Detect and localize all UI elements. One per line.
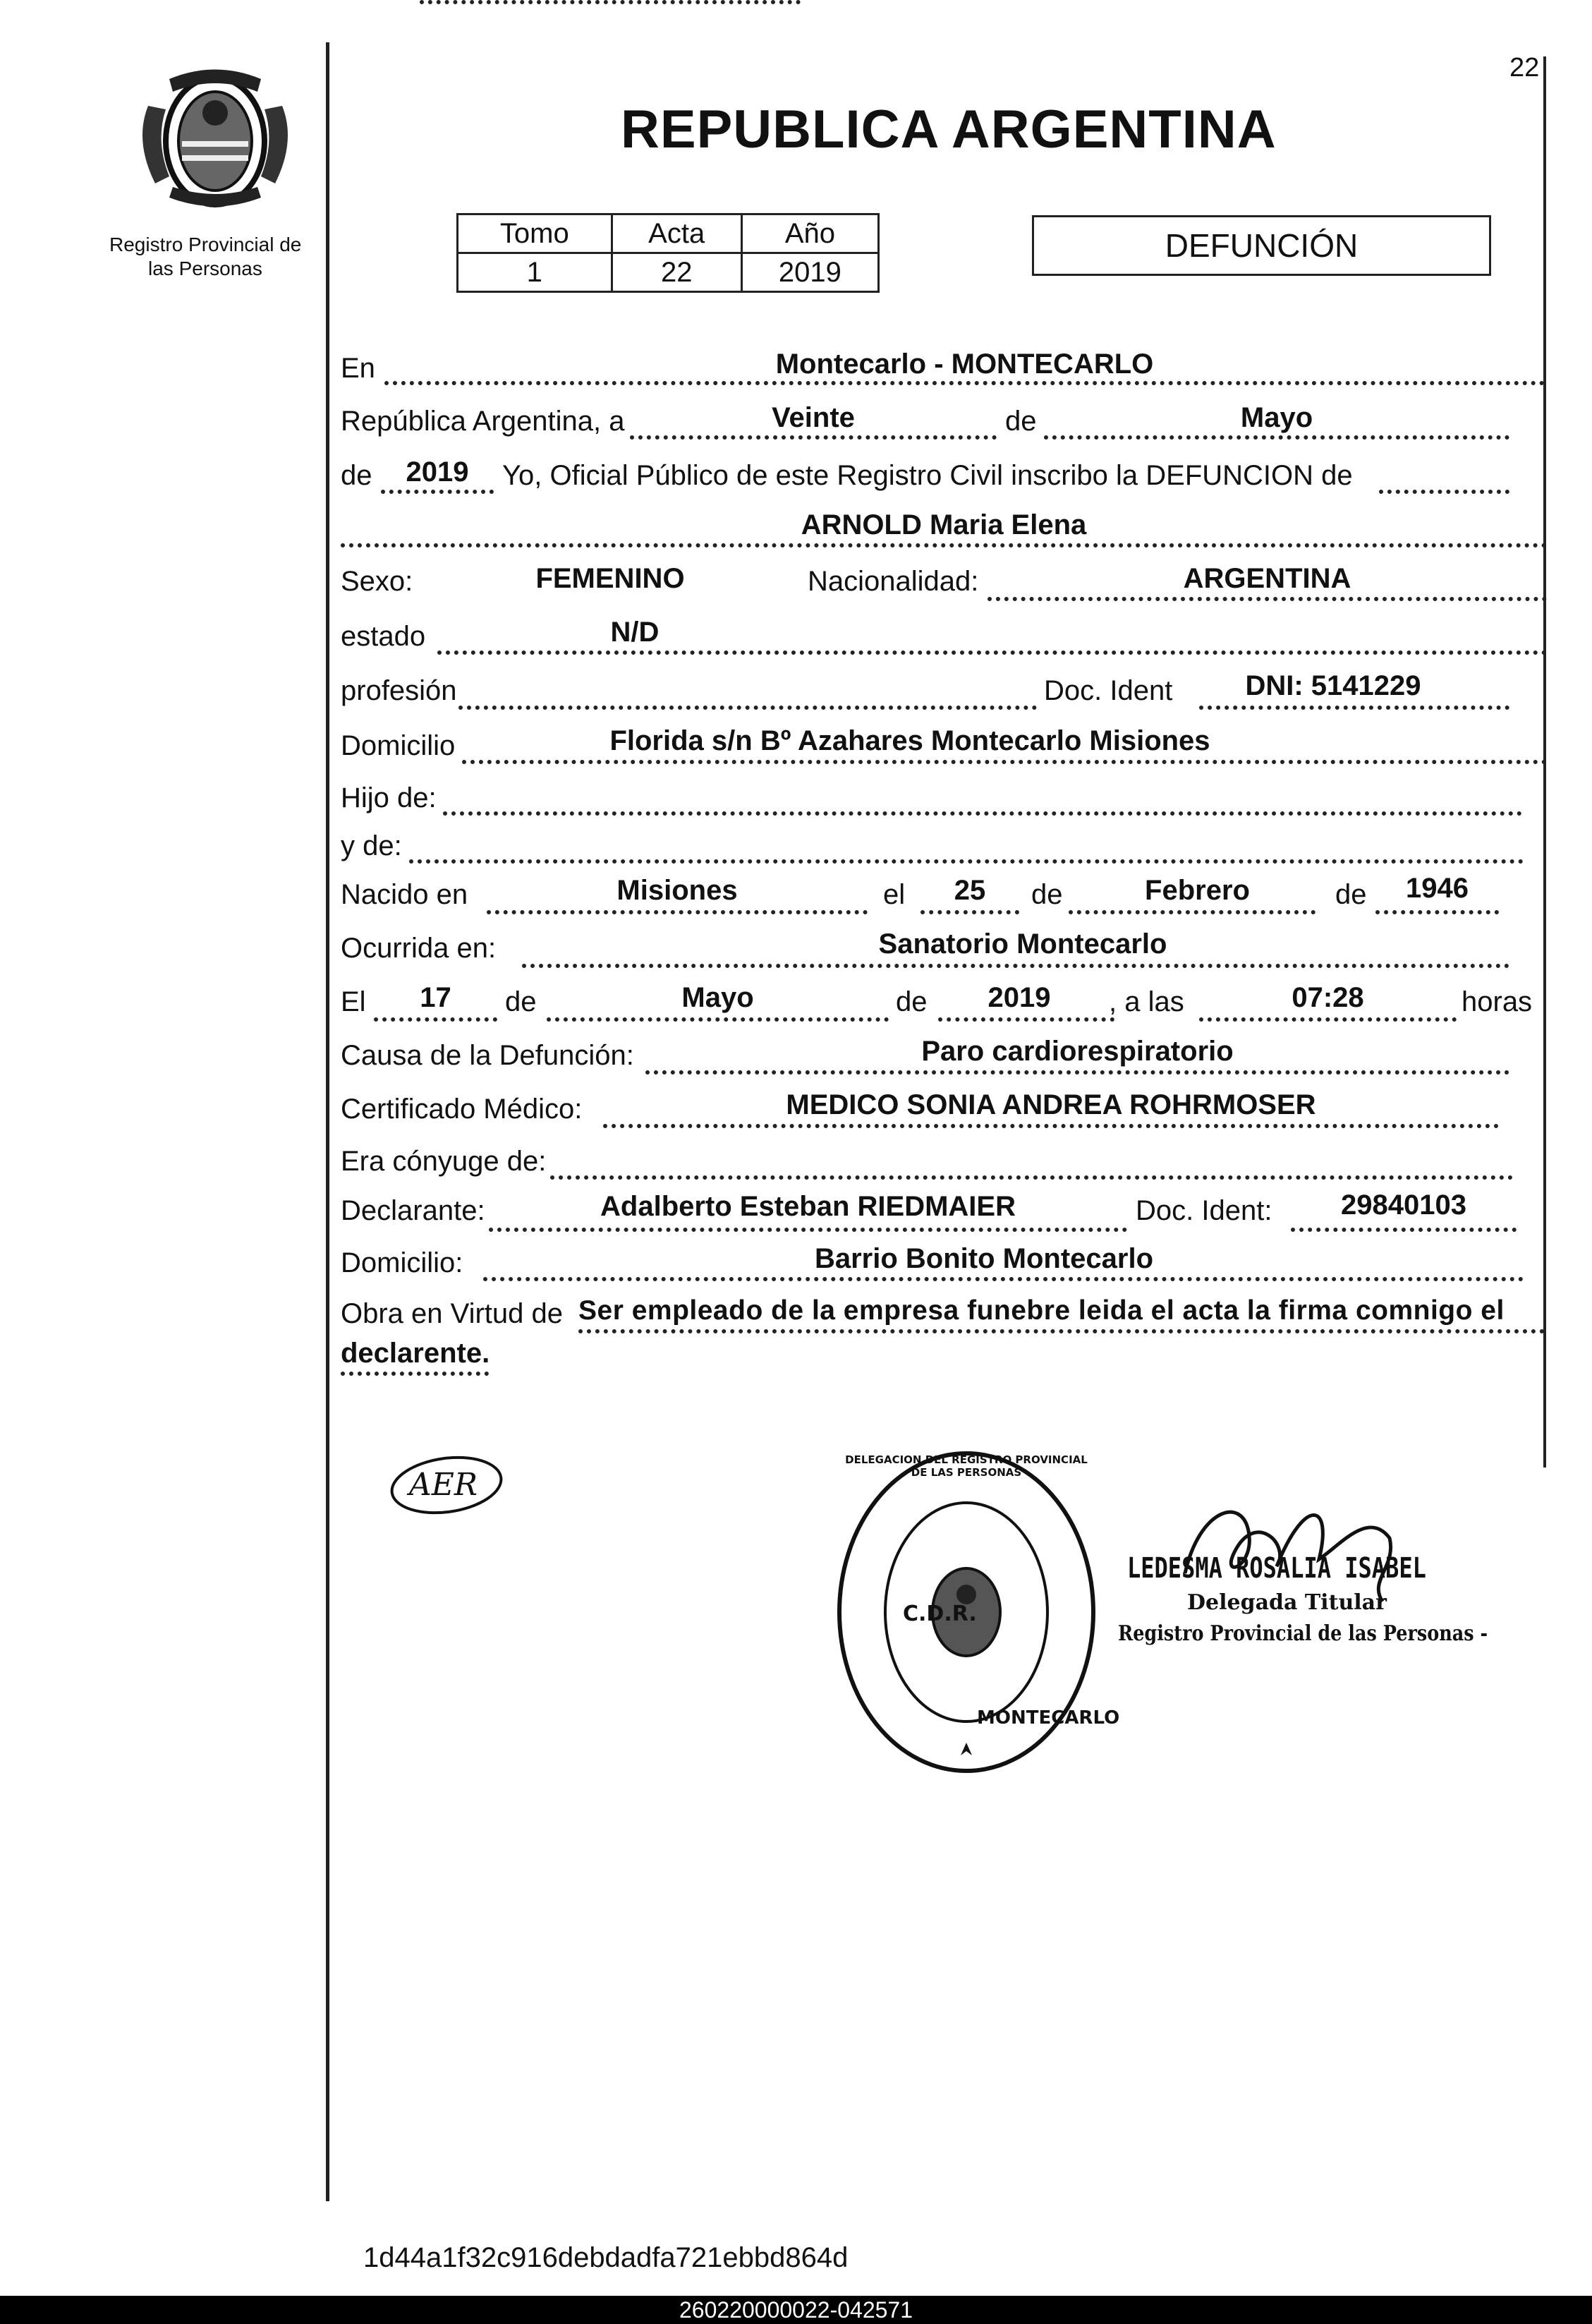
value-fallec-mes: Mayo xyxy=(681,982,754,1013)
label-horas: horas xyxy=(1462,986,1533,1017)
record-type-box xyxy=(1032,215,1491,276)
label-de-fallec-mes: de xyxy=(505,986,537,1017)
label-declarante: Declarante: xyxy=(341,1195,485,1226)
value-fallec-anio: 2019 xyxy=(988,982,1051,1013)
label-doc-ident: Doc. Ident xyxy=(1044,675,1173,706)
margin-line-left xyxy=(326,42,329,2201)
value-fallec-dia: 17 xyxy=(420,982,451,1013)
line-anio xyxy=(381,490,494,494)
line-sexo xyxy=(420,0,801,4)
label-nacionalidad: Nacionalidad: xyxy=(808,566,979,597)
line-fallec-anio xyxy=(938,1017,1114,1022)
value-dni: DNI: 5141229 xyxy=(1245,670,1421,701)
line-dni xyxy=(1199,706,1509,710)
value-anio: 2019 xyxy=(741,253,878,292)
label-conyuge: Era cónyuge de: xyxy=(341,1146,547,1177)
line-nacionalidad xyxy=(988,597,1547,601)
label-El: El xyxy=(341,986,366,1017)
line-hijo-de xyxy=(443,811,1522,816)
value-mes: Mayo xyxy=(1240,402,1313,433)
line-nombre xyxy=(341,543,1547,547)
value-declarante-doc: 29840103 xyxy=(1341,1190,1466,1221)
label-hijo-de: Hijo de: xyxy=(341,782,437,813)
label-y-de: y de: xyxy=(341,830,402,861)
value-lugar: Montecarlo - MONTECARLO xyxy=(775,349,1154,380)
signature-scribble xyxy=(1157,1467,1453,1609)
barcode-number: 260220000022-042571 xyxy=(679,2297,913,2323)
official-stamp xyxy=(832,1446,1120,1778)
label-domicilio2: Domicilio: xyxy=(341,1247,463,1278)
value-ocurrida-en: Sanatorio Montecarlo xyxy=(878,928,1167,960)
line-nacido-en xyxy=(487,910,868,914)
value-nacido-anio: 1946 xyxy=(1406,873,1469,904)
value-estado: N/D xyxy=(610,617,660,648)
label-el: el xyxy=(883,879,906,910)
value-anio: 2019 xyxy=(406,456,469,488)
value-domicilio: Florida s/n Bº Azahares Montecarlo Misiones xyxy=(609,725,1210,756)
page-title: REPUBLICA ARGENTINA xyxy=(621,99,1277,159)
label-profesion: profesión xyxy=(341,675,457,706)
line-declarante-doc xyxy=(1291,1228,1517,1232)
initials-mark xyxy=(387,1450,506,1520)
value-certificado: MEDICO SONIA ANDREA ROHRMOSER xyxy=(786,1089,1316,1120)
label-causa: Causa de la Defunción: xyxy=(341,1040,634,1071)
value-declarante: Adalberto Esteban RIEDMAIER xyxy=(600,1191,1016,1222)
line-ocurrida-en xyxy=(522,964,1509,968)
value-nacido-dia: 25 xyxy=(954,875,986,906)
label-doc-ident2: Doc. Ident: xyxy=(1136,1195,1272,1226)
value-tomo: 1 xyxy=(458,253,612,292)
stamp-outer-text: DELEGACION DEL REGISTRO PROVINCIAL DE LAS PERSONAS xyxy=(845,1453,1088,1479)
line-nacido-anio xyxy=(1375,910,1499,914)
value-obra-line2: declarente. xyxy=(341,1338,490,1369)
line-nacido-mes xyxy=(1069,910,1315,914)
label-de-fallec-anio: de xyxy=(896,986,928,1017)
line-hora xyxy=(1199,1017,1457,1022)
label-domicilio: Domicilio xyxy=(341,730,456,761)
label-de-nacido-mes: de xyxy=(1031,879,1063,910)
label-sexo: Sexo: xyxy=(341,566,413,597)
line-nacido-dia xyxy=(920,910,1019,914)
label-obra: Obra en Virtud de xyxy=(341,1298,564,1329)
label-republica: República Argentina, a xyxy=(341,406,625,437)
signatory-office: Registro Provincial de las Personas - xyxy=(1118,1621,1488,1646)
value-sexo: FEMENINO xyxy=(535,563,685,594)
label-de-anio: de xyxy=(341,460,372,491)
value-obra-line1: Ser empleado de la empresa funebre leida el acta la firma comnigo el xyxy=(578,1295,1505,1326)
line-y-de xyxy=(409,859,1524,864)
record-table-header xyxy=(458,214,879,253)
barcode-strip xyxy=(0,2296,1592,2324)
line-lugar xyxy=(384,381,1545,385)
value-nacido-en: Misiones xyxy=(616,875,738,906)
signatory-name: LEDESMA ROSALIA ISABEL xyxy=(1127,1552,1426,1585)
record-table-values xyxy=(458,253,879,292)
line-obra-2 xyxy=(341,1372,489,1376)
initials-text: AER xyxy=(409,1467,478,1503)
line-mes xyxy=(1044,435,1509,440)
line-dia xyxy=(630,435,997,440)
line-certificado xyxy=(603,1124,1499,1128)
line-estado xyxy=(437,650,1547,655)
value-hora: 07:28 xyxy=(1292,982,1364,1013)
line-domicilio xyxy=(462,760,1547,764)
province-seal xyxy=(127,63,303,212)
province-seal-icon xyxy=(127,63,303,212)
registry-name-line1: Registro Provincial de xyxy=(109,234,302,255)
record-type: DEFUNCIÓN xyxy=(1165,227,1359,264)
label-estado: estado xyxy=(341,621,426,652)
value-acta: 22 xyxy=(612,253,741,292)
label-ocurrida-en: Ocurrida en: xyxy=(341,933,497,964)
header-acta: Acta xyxy=(612,214,741,253)
line-conyuge xyxy=(550,1175,1513,1180)
label-certificado: Certificado Médico: xyxy=(341,1094,583,1125)
value-domicilio2: Barrio Bonito Montecarlo xyxy=(814,1243,1154,1274)
line-obra xyxy=(578,1329,1545,1333)
registry-name-line2: las Personas xyxy=(148,258,262,279)
stamp-right-text: MONTECARLO xyxy=(977,1707,1120,1729)
line-domicilio2 xyxy=(483,1277,1524,1281)
header-tomo: Tomo xyxy=(458,214,612,253)
line-yo-end xyxy=(1379,490,1509,494)
header-anio: Año xyxy=(741,214,878,253)
stamp-left-text: C.D.R. xyxy=(903,1602,977,1626)
line-fallec-dia xyxy=(374,1017,497,1022)
signature-icon xyxy=(1157,1467,1453,1609)
line-causa xyxy=(645,1070,1509,1075)
label-nacido-en: Nacido en xyxy=(341,879,468,910)
line-fallec-mes xyxy=(547,1017,889,1022)
value-nombre: ARNOLD Maria Elena xyxy=(801,509,1087,540)
line-declarante xyxy=(489,1228,1127,1232)
label-de-nacido-anio: de xyxy=(1335,879,1367,910)
label-yo: Yo, Oficial Público de este Registro Civil inscribo la DEFUNCION de xyxy=(502,460,1353,491)
document-hash: 1d44a1f32c916debdadfa721ebbd864d xyxy=(363,2242,849,2273)
record-table xyxy=(456,213,880,293)
value-causa: Paro cardiorespiratorio xyxy=(921,1036,1234,1067)
label-a-las: , a las xyxy=(1109,986,1184,1017)
signatory-role: Delegada Titular xyxy=(1187,1590,1387,1615)
line-profesion xyxy=(458,706,1037,710)
label-de-mes: de xyxy=(1005,406,1037,437)
value-nacido-mes: Febrero xyxy=(1145,875,1250,906)
value-dia-letras: Veinte xyxy=(772,402,855,433)
page-number: 22 xyxy=(1509,53,1540,83)
label-en: En xyxy=(341,353,375,384)
value-nacionalidad: ARGENTINA xyxy=(1183,563,1351,594)
